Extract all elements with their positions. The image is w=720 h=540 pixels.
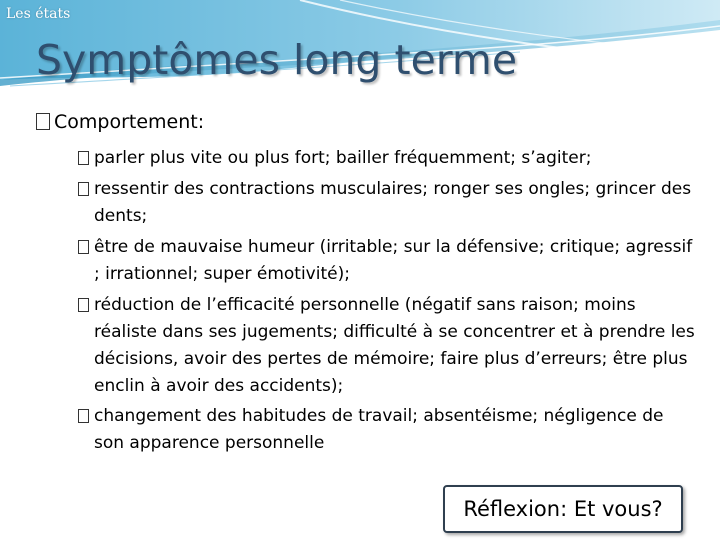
bullet-glyph-icon (78, 298, 89, 312)
list-item (78, 145, 698, 172)
list-item-text: changement des habitudes de travail; absentéisme; négligence de son apparence personnelle (94, 406, 664, 453)
bullet-glyph-icon (78, 240, 89, 254)
bullet-glyph-icon (78, 182, 89, 196)
list-item (78, 234, 698, 288)
reflexion-label: Réflexion: Et vous? (463, 497, 663, 521)
bullet-glyph-icon (78, 409, 89, 423)
list-item-text: réduction de l’efficacité personnelle (négatif sans raison; moins réaliste dans ses jugements; difficulté à se concentrer et à prendre les décisions, avoir des pertes de mémoire; faire plus d’erreurs; être plus enclin à avoir des accidents); (94, 295, 695, 396)
list-item-text: ressentir des contractions musculaires; ronger ses ongles; grincer des dents; (94, 179, 692, 226)
list-item-text: parler plus vite ou plus fort; bailler fréquemment; s’agiter; (94, 148, 592, 168)
slide-title: Symptômes long terme (36, 36, 518, 84)
list-item (78, 176, 698, 230)
list-item (78, 292, 698, 400)
list-item (78, 403, 698, 457)
bullet-glyph-icon (36, 113, 50, 130)
bullet-glyph-icon (78, 151, 89, 165)
section-label: Les états (6, 6, 71, 22)
list-item-text: être de mauvaise humeur (irritable; sur la défensive; critique; agressif ; irrationnel; super émotivité); (94, 237, 693, 284)
reflexion-button[interactable] (443, 485, 683, 533)
heading-text: Comportement: (54, 111, 205, 133)
section-heading (36, 111, 204, 133)
